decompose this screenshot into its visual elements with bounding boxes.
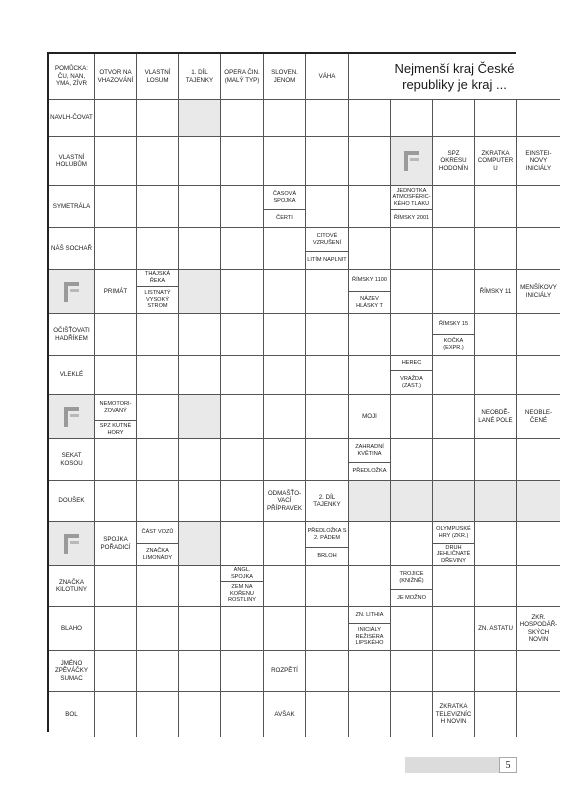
clue-text: CITOVÉ VZRUŠENÍ [312, 232, 342, 246]
puzzle-logo-icon [63, 533, 81, 555]
clue-text: ČERTI [276, 215, 293, 222]
clue-cell [264, 692, 306, 737]
split-clue-cell [349, 270, 391, 314]
clue-text: HEREC [401, 359, 422, 366]
clue-text: ŘÍMSKY 15 [438, 320, 469, 327]
clue-cell [49, 137, 95, 186]
answer-cell[interactable] [391, 395, 433, 439]
clue-text: ČÁST VOZŮ [141, 529, 174, 536]
answer-cell[interactable] [517, 356, 560, 395]
clue-text: BLAHO [61, 624, 82, 632]
clue-text: 1. DÍL TAJENKY [185, 69, 214, 84]
answer-cell[interactable] [433, 270, 475, 314]
answer-cell[interactable] [517, 100, 560, 137]
answer-cell[interactable] [221, 314, 264, 356]
puzzle-title: Nejmenší kraj České republiky je kraj ... [394, 60, 515, 92]
answer-cell[interactable] [306, 356, 349, 395]
clue-cell [475, 607, 517, 651]
clue-text: ZN. ASTATU [478, 624, 513, 632]
clue-text: BOL [65, 710, 78, 718]
answer-cell[interactable] [264, 100, 306, 137]
clue-text: MENŠÍKOVY INICIÁLY [520, 284, 557, 299]
answer-cell[interactable] [391, 607, 433, 651]
answer-cell[interactable] [264, 395, 306, 439]
clue-text: SPZ KUTNÉ HORY [99, 422, 132, 436]
answer-cell[interactable] [475, 651, 517, 692]
answer-cell[interactable] [475, 314, 517, 356]
clue-text: THAJSKÁ ŘEKA [144, 271, 171, 284]
answer-cell[interactable] [391, 651, 433, 692]
answer-cell[interactable] [179, 651, 221, 692]
split-clue-cell [306, 228, 349, 270]
answer-cell[interactable] [95, 481, 137, 522]
split-clue-cell [137, 522, 179, 566]
answer-cell[interactable] [475, 186, 517, 228]
clue-cell [95, 522, 137, 566]
split-clue-cell [264, 186, 306, 228]
clue-cell [49, 692, 95, 737]
answer-cell[interactable] [349, 692, 391, 737]
clue-text: NÁŠ SOCHAŘ [51, 244, 92, 252]
answer-cell[interactable] [306, 607, 349, 651]
split-clue-cell [306, 522, 349, 566]
answer-cell[interactable] [95, 100, 137, 137]
answer-cell[interactable] [221, 356, 264, 395]
clue-text: OLYMPIJSKÉ HRY (ZKR.) [436, 525, 471, 539]
answer-cell[interactable] [137, 137, 179, 186]
answer-cell[interactable] [349, 228, 391, 270]
answer-cell[interactable] [264, 522, 306, 566]
answer-cell[interactable] [137, 356, 179, 395]
clue-text: ZKRATKA COMPUTERU [477, 149, 514, 172]
answer-cell[interactable] [179, 607, 221, 651]
clue-text: ZAHRADNÍ KVĚTINA [355, 443, 384, 457]
clue-text: POMŮCKA: ČU, NAN, YMA, ZÍVR [54, 65, 88, 88]
clue-text: BRLOH [317, 553, 337, 560]
answer-cell[interactable] [264, 228, 306, 270]
answer-cell[interactable] [221, 481, 264, 522]
clue-text: JE MOŽNO [397, 594, 426, 601]
clue-text: DOUŠEK [58, 497, 85, 505]
clue-cell [517, 270, 560, 314]
clue-text: ČASOVÁ SPOJKA [272, 190, 297, 204]
answer-cell[interactable] [137, 100, 179, 137]
answer-cell[interactable] [221, 270, 264, 314]
answer-cell[interactable] [137, 314, 179, 356]
answer-cell[interactable] [517, 522, 560, 566]
clue-cell [306, 54, 349, 100]
clue-text: SEKAT KOSOU [60, 452, 83, 467]
answer-cell[interactable] [391, 270, 433, 314]
answer-cell[interactable] [433, 607, 475, 651]
answer-cell[interactable] [137, 186, 179, 228]
clue-text: VLASTNÍ HOLUBŮM [56, 153, 87, 168]
split-clue-cell [391, 566, 433, 607]
answer-cell[interactable] [349, 186, 391, 228]
answer-cell[interactable] [221, 186, 264, 228]
logo-cell [391, 137, 433, 186]
answer-cell[interactable] [95, 314, 137, 356]
answer-cell[interactable] [95, 137, 137, 186]
clue-text: SLOVEN. JENOM [271, 69, 298, 84]
answer-cell[interactable] [517, 692, 560, 737]
answer-cell[interactable] [475, 566, 517, 607]
clue-cell [49, 54, 95, 100]
answer-cell[interactable] [475, 228, 517, 270]
answer-cell[interactable] [306, 566, 349, 607]
clue-text: ROZPĚTÍ [271, 667, 298, 675]
clue-cell [49, 607, 95, 651]
answer-cell[interactable] [391, 100, 433, 137]
clue-text: ŘÍMSKY 2001 [393, 215, 430, 222]
answer-cell[interactable] [391, 692, 433, 737]
blocked-cell [179, 522, 221, 566]
answer-cell[interactable] [137, 439, 179, 481]
answer-cell[interactable] [475, 100, 517, 137]
answer-cell[interactable] [95, 228, 137, 270]
clue-text: SPOJKA POŘADICÍ [100, 536, 131, 551]
clue-cell [264, 651, 306, 692]
blocked-cell [179, 270, 221, 314]
clue-text: LITÍM NAPLNIT [307, 257, 347, 264]
split-clue-cell [95, 395, 137, 439]
answer-cell[interactable] [475, 692, 517, 737]
blocked-cell [349, 481, 391, 522]
clue-cell [49, 100, 95, 137]
answer-cell[interactable] [349, 651, 391, 692]
blocked-cell [433, 481, 475, 522]
clue-cell [475, 395, 517, 439]
blocked-cell [179, 395, 221, 439]
clue-cell [433, 692, 475, 737]
split-clue-cell [349, 607, 391, 651]
clue-text: KOČKA (EXPR.) [443, 338, 464, 351]
clue-cell [433, 137, 475, 186]
answer-cell[interactable] [517, 186, 560, 228]
answer-cell[interactable] [264, 356, 306, 395]
answer-cell[interactable] [306, 270, 349, 314]
answer-cell[interactable] [137, 228, 179, 270]
split-clue-cell [221, 566, 264, 607]
clue-text: VÁHA [318, 72, 336, 80]
puzzle-title-area [349, 54, 560, 100]
answer-cell[interactable] [433, 395, 475, 439]
answer-cell[interactable] [433, 439, 475, 481]
answer-cell[interactable] [221, 137, 264, 186]
answer-cell[interactable] [179, 314, 221, 356]
answer-cell[interactable] [306, 137, 349, 186]
answer-cell[interactable] [517, 228, 560, 270]
answer-cell[interactable] [433, 651, 475, 692]
answer-cell[interactable] [95, 439, 137, 481]
answer-cell[interactable] [179, 228, 221, 270]
logo-cell [49, 270, 95, 314]
clue-cell [49, 481, 95, 522]
split-clue-cell [349, 439, 391, 481]
answer-cell[interactable] [95, 692, 137, 737]
clue-cell [517, 395, 560, 439]
split-clue-cell [391, 356, 433, 395]
clue-text: ŘÍMSKY 11 [479, 287, 512, 295]
clue-text: 2. DÍL TAJENKY [313, 493, 341, 508]
answer-cell[interactable] [137, 566, 179, 607]
clue-text: INICIÁLY REŽISÉRA LIPSKÉHO [355, 627, 384, 647]
clue-text: MOJI [362, 412, 377, 420]
clue-text: LISTNATÝ VYSOKÝ STROM [144, 290, 171, 310]
clue-text: PŘEDLOŽKA S 2. PÁDEM [307, 527, 347, 541]
clue-cell [95, 54, 137, 100]
blocked-cell [475, 481, 517, 522]
clue-text: ZKR. HOSPODÁŘ-SKÝCH NOVIN [519, 613, 558, 643]
answer-cell[interactable] [221, 651, 264, 692]
answer-cell[interactable] [221, 439, 264, 481]
clue-cell [179, 54, 221, 100]
answer-cell[interactable] [433, 186, 475, 228]
answer-cell[interactable] [95, 607, 137, 651]
clue-text: PŘEDLOŽKA [352, 468, 387, 475]
logo-cell [49, 395, 95, 439]
answer-cell[interactable] [433, 228, 475, 270]
answer-cell[interactable] [264, 314, 306, 356]
answer-cell[interactable] [179, 692, 221, 737]
clue-text: ZN. LITHIA [355, 611, 384, 618]
answer-cell[interactable] [137, 395, 179, 439]
answer-cell[interactable] [433, 100, 475, 137]
answer-cell[interactable] [264, 270, 306, 314]
clue-text: NEOBDĚ-LANÉ POLE [478, 409, 513, 424]
clue-text: ŘÍMSKY 1100 [352, 277, 387, 284]
clue-text: VLEKLÉ [59, 371, 84, 379]
answer-cell[interactable] [179, 137, 221, 186]
clue-cell [264, 54, 306, 100]
answer-cell[interactable] [349, 137, 391, 186]
answer-cell[interactable] [95, 566, 137, 607]
answer-cell[interactable] [433, 356, 475, 395]
answer-cell[interactable] [306, 395, 349, 439]
split-clue-cell [391, 186, 433, 228]
answer-cell[interactable] [221, 100, 264, 137]
page-footer-bar [405, 757, 517, 773]
answer-cell[interactable] [221, 228, 264, 270]
clue-text: OPERA ČIN. (MALÝ TYP) [224, 69, 260, 84]
clue-text: ANGL. SPOJKA [230, 566, 254, 580]
puzzle-logo-icon [63, 406, 81, 428]
clue-text: ZNAČKA LIMONÁDY [142, 547, 173, 561]
clue-cell [221, 54, 264, 100]
crossword-grid [47, 52, 558, 732]
answer-cell[interactable] [95, 651, 137, 692]
answer-cell[interactable] [264, 137, 306, 186]
answer-cell[interactable] [137, 692, 179, 737]
blocked-cell [391, 481, 433, 522]
clue-text: DRUH JEHLIČNATÉ DŘEVINY [436, 544, 471, 564]
clue-text: NEMOTORI-ZOVANÝ [99, 400, 132, 414]
answer-cell[interactable] [264, 439, 306, 481]
answer-cell[interactable] [391, 314, 433, 356]
answer-cell[interactable] [391, 522, 433, 566]
clue-cell [95, 270, 137, 314]
puzzle-logo-icon [63, 281, 81, 303]
clue-text: PRIMÁT [103, 287, 128, 295]
clue-cell [49, 314, 95, 356]
clue-cell [49, 439, 95, 481]
answer-cell[interactable] [517, 651, 560, 692]
answer-cell[interactable] [391, 228, 433, 270]
answer-cell[interactable] [475, 439, 517, 481]
clue-text: OČIŠŤOVATI HADŘÍKEM [53, 327, 90, 342]
answer-cell[interactable] [221, 607, 264, 651]
answer-cell[interactable] [475, 522, 517, 566]
clue-text: NÁZEV HLÁSKY T [356, 295, 383, 309]
split-clue-cell [433, 314, 475, 356]
logo-cell [49, 522, 95, 566]
answer-cell[interactable] [95, 186, 137, 228]
answer-cell[interactable] [475, 356, 517, 395]
answer-cell[interactable] [349, 522, 391, 566]
clue-cell [517, 137, 560, 186]
answer-cell[interactable] [221, 692, 264, 737]
blocked-cell [517, 481, 560, 522]
clue-text: TROJICE (KNIŽNĚ) [399, 570, 424, 584]
answer-cell[interactable] [137, 481, 179, 522]
clue-text: VRAŽDA (ZAST.) [400, 375, 423, 389]
answer-cell[interactable] [517, 566, 560, 607]
split-clue-cell [137, 270, 179, 314]
clue-text: ODMAŠŤO-VACÍ PŘÍPRAVEK [267, 489, 302, 512]
answer-cell[interactable] [179, 439, 221, 481]
clue-text: JEDNOTKA ATMOSFÉRIC-KÉHO TLAKU [392, 187, 431, 207]
answer-cell[interactable] [517, 439, 560, 481]
answer-cell[interactable] [349, 314, 391, 356]
page-number: 5 [499, 757, 517, 773]
clue-cell [137, 54, 179, 100]
clue-text: EINSTEI-NOVY INICIÁLY [525, 149, 552, 172]
clue-text: SYMETRÁLA [52, 202, 91, 210]
split-clue-cell [433, 522, 475, 566]
clue-cell [475, 137, 517, 186]
answer-cell[interactable] [306, 692, 349, 737]
answer-cell[interactable] [306, 439, 349, 481]
answer-cell[interactable] [221, 395, 264, 439]
clue-cell [517, 607, 560, 651]
clue-cell [49, 228, 95, 270]
answer-cell[interactable] [264, 607, 306, 651]
clue-cell [264, 481, 306, 522]
clue-text: ZEM NA KOŘENU ROSTLINY [228, 584, 256, 604]
clue-text: ZNAČKA KILOTUNY [56, 578, 87, 593]
answer-cell[interactable] [517, 314, 560, 356]
answer-cell[interactable] [306, 186, 349, 228]
clue-text: SPZ OKRESU HODONÍN [438, 149, 469, 172]
clue-cell [306, 481, 349, 522]
answer-cell[interactable] [306, 100, 349, 137]
clue-cell [349, 395, 391, 439]
answer-cell[interactable] [179, 186, 221, 228]
answer-cell[interactable] [306, 314, 349, 356]
answer-cell[interactable] [264, 566, 306, 607]
clue-cell [49, 566, 95, 607]
answer-cell[interactable] [349, 566, 391, 607]
clue-text: ZKRATKA TELEVIZNÍCH NOVIN [435, 703, 472, 726]
answer-cell[interactable] [221, 522, 264, 566]
clue-text: VLASTNÍ LOSUM [144, 69, 171, 84]
answer-cell[interactable] [306, 651, 349, 692]
clue-text: NAVLH-ČOVAT [50, 114, 93, 122]
answer-cell[interactable] [137, 651, 179, 692]
clue-cell [49, 186, 95, 228]
answer-cell[interactable] [137, 607, 179, 651]
clue-cell [475, 270, 517, 314]
clue-cell [49, 356, 95, 395]
answer-cell[interactable] [179, 566, 221, 607]
clue-cell [49, 651, 95, 692]
answer-cell[interactable] [433, 566, 475, 607]
clue-text: OTVOR NA VHAZOVÁNÍ [97, 69, 134, 84]
answer-cell[interactable] [391, 439, 433, 481]
clue-text: JMÉNO ZPĚVÁČKY SUMAC [54, 659, 88, 682]
answer-cell[interactable] [349, 100, 391, 137]
blocked-cell [179, 100, 221, 137]
answer-cell[interactable] [95, 356, 137, 395]
answer-cell[interactable] [179, 356, 221, 395]
answer-cell[interactable] [179, 481, 221, 522]
clue-text: NEOBLE-ČENÉ [524, 409, 553, 424]
answer-cell[interactable] [349, 356, 391, 395]
clue-text: AVŠAK [274, 710, 295, 718]
puzzle-logo-icon [403, 150, 421, 172]
